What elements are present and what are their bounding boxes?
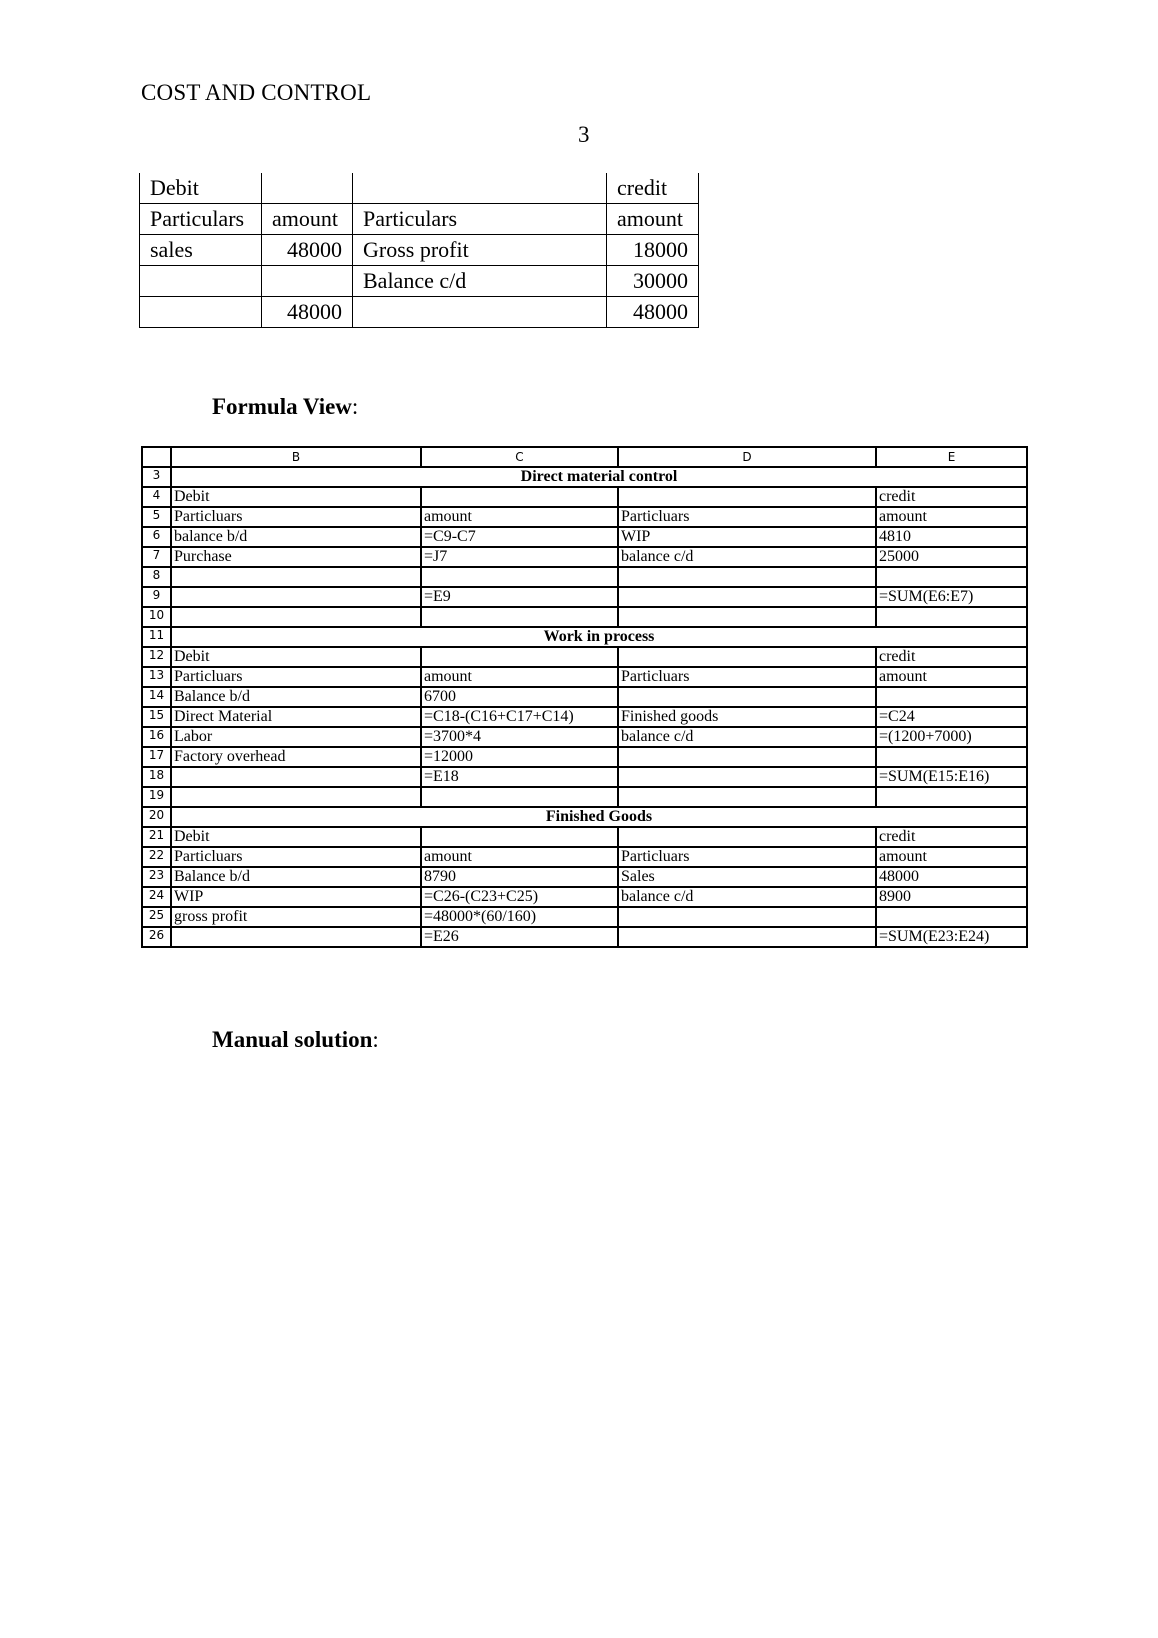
row-header: 12 [142,647,171,667]
sheet-row [142,887,1027,907]
sheet-cell: Particluars [618,667,876,687]
sheet-cell [876,747,1027,767]
row-header: 15 [142,707,171,727]
sheet-corner [142,447,171,467]
sheet-row [142,867,1027,887]
column-header: B [171,447,421,467]
section-title: Work in process [171,627,1027,647]
sheet-row [142,587,1027,607]
sheet-cell: =E26 [421,927,618,947]
sheet-row [142,787,1027,807]
sheet-row [142,687,1027,707]
sheet-cell: 6700 [421,687,618,707]
sheet-cell: Direct Material [171,707,421,727]
sheet-cell: =J7 [421,547,618,567]
sheet-row [142,707,1027,727]
sheet-cell [421,647,618,667]
ledger-cell: amount [607,204,699,235]
ledger-cell: Gross profit [353,235,607,266]
row-header: 11 [142,627,171,647]
sheet-cell [618,747,876,767]
ledger-cell: Balance c/d [353,266,607,297]
sheet-row [142,627,1027,647]
sheet-cell: 48000 [876,867,1027,887]
sheet-cell: Particluars [618,847,876,867]
row-header: 4 [142,487,171,507]
sheet-row [142,927,1027,947]
ledger-cell: sales [140,235,262,266]
sheet-cell [421,827,618,847]
sheet-cell: WIP [618,527,876,547]
sheet-cell: 8790 [421,867,618,887]
sheet-row [142,827,1027,847]
sheet-cell [618,567,876,587]
sheet-row [142,667,1027,687]
sheet-cell: =E18 [421,767,618,787]
sheet-cell: Finished goods [618,707,876,727]
row-header: 22 [142,847,171,867]
ledger-row [140,204,699,235]
row-header: 23 [142,867,171,887]
sheet-cell: Purchase [171,547,421,567]
sheet-row [142,607,1027,627]
row-header: 24 [142,887,171,907]
sheet-cell: balance c/d [618,887,876,907]
sheet-row [142,647,1027,667]
sheet-cell: credit [876,647,1027,667]
ledger-row [140,235,699,266]
sheet-cell [618,607,876,627]
ledger-cell: 18000 [607,235,699,266]
ledger-cell: Debit [140,173,262,204]
row-header: 21 [142,827,171,847]
sheet-cell: balance c/d [618,547,876,567]
sheet-cell [876,567,1027,587]
sheet-row [142,767,1027,787]
column-header: D [618,447,876,467]
sheet-cell: =3700*4 [421,727,618,747]
row-header: 7 [142,547,171,567]
sheet-cell [618,687,876,707]
sheet-cell [171,567,421,587]
sheet-row [142,907,1027,927]
sheet-cell: credit [876,827,1027,847]
sheet-cell [618,487,876,507]
ledger-cell: 48000 [262,297,353,328]
row-header: 13 [142,667,171,687]
sheet-cell [876,907,1027,927]
sheet-cell: Debit [171,487,421,507]
ledger-cell: 30000 [607,266,699,297]
column-header: E [876,447,1027,467]
sheet-cell: amount [876,847,1027,867]
sheet-cell: Debit [171,827,421,847]
sheet-cell [171,587,421,607]
sheet-cell: Particluars [618,507,876,527]
running-header: COST AND CONTROL [141,80,372,105]
sheet-cell [171,927,421,947]
sheet-cell [618,647,876,667]
manual-solution-heading: Manual solution: [212,1027,379,1052]
row-header: 26 [142,927,171,947]
sheet-cell [421,607,618,627]
sheet-cell: Balance b/d [171,867,421,887]
sheet-cell [171,607,421,627]
sheet-cell: =C9-C7 [421,527,618,547]
sheet-cell: 4810 [876,527,1027,547]
formula-view-heading: Formula View: [212,394,359,419]
sheet-cell: balance b/d [171,527,421,547]
section-title: Finished Goods [171,807,1027,827]
sheet-cell [876,687,1027,707]
ledger-row [140,297,699,328]
sheet-cell: =SUM(E23:E24) [876,927,1027,947]
sheet-cell: amount [876,507,1027,527]
row-header: 3 [142,467,171,487]
sheet-cell: gross profit [171,907,421,927]
ledger-cell [353,297,607,328]
sheet-cell [618,827,876,847]
sheet-cell: =SUM(E15:E16) [876,767,1027,787]
sheet-cell [876,607,1027,627]
sheet-cell [171,767,421,787]
row-header: 6 [142,527,171,547]
sheet-row [142,727,1027,747]
sheet-row [142,807,1027,827]
row-header: 20 [142,807,171,827]
row-header: 5 [142,507,171,527]
row-header: 17 [142,747,171,767]
row-header: 18 [142,767,171,787]
sheet-cell: Particluars [171,667,421,687]
sheet-cell: =SUM(E6:E7) [876,587,1027,607]
ledger-cell [140,266,262,297]
sheet-cell: Labor [171,727,421,747]
ledger-cell: amount [262,204,353,235]
sheet-cell: amount [421,847,618,867]
sheet-cell: Balance b/d [171,687,421,707]
page-number: 3 [578,122,590,147]
sheet-cell [876,787,1027,807]
sheet-row [142,527,1027,547]
sheet-cell: balance c/d [618,727,876,747]
column-header: C [421,447,618,467]
sheet-row [142,747,1027,767]
sheet-cell: =C24 [876,707,1027,727]
sheet-cell: amount [876,667,1027,687]
sheet-row [142,507,1027,527]
sheet-cell [421,487,618,507]
section-title: Direct material control [171,467,1027,487]
sheet-cell [421,787,618,807]
sheet-cell: 25000 [876,547,1027,567]
sheet-cell: Particluars [171,507,421,527]
ledger-cell: Particulars [353,204,607,235]
sheet-cell: Factory overhead [171,747,421,767]
ledger-cell: credit [607,173,699,204]
row-header: 9 [142,587,171,607]
sheet-row [142,487,1027,507]
ledger-cell [353,173,607,204]
ledger-cell: 48000 [607,297,699,328]
sheet-cell [618,787,876,807]
sheet-cell: Particluars [171,847,421,867]
ledger-cell: 48000 [262,235,353,266]
sheet-cell: credit [876,487,1027,507]
sheet-cell: 8900 [876,887,1027,907]
sheet-cell [171,787,421,807]
ledger-table [139,173,699,328]
sheet-cell: =C26-(C23+C25) [421,887,618,907]
row-header: 10 [142,607,171,627]
ledger-cell: Particulars [140,204,262,235]
sheet-row [142,567,1027,587]
sheet-cell: amount [421,667,618,687]
sheet-cell: =12000 [421,747,618,767]
sheet-row [142,847,1027,867]
sheet-cell: =E9 [421,587,618,607]
sheet-cell: WIP [171,887,421,907]
ledger-cell [262,266,353,297]
row-header: 16 [142,727,171,747]
sheet-cell: =48000*(60/160) [421,907,618,927]
sheet-row [142,547,1027,567]
sheet-cell [421,567,618,587]
sheet-cell: =(1200+7000) [876,727,1027,747]
row-header: 14 [142,687,171,707]
ledger-cell [262,173,353,204]
sheet-cell [618,907,876,927]
sheet-cell [618,767,876,787]
sheet-cell [618,587,876,607]
sheet-cell [618,927,876,947]
formula-spreadsheet [141,446,1028,948]
row-header: 25 [142,907,171,927]
row-header: 8 [142,567,171,587]
sheet-row [142,467,1027,487]
row-header: 19 [142,787,171,807]
sheet-cell: amount [421,507,618,527]
ledger-row [140,173,699,204]
sheet-cell: Sales [618,867,876,887]
sheet-cell: =C18-(C16+C17+C14) [421,707,618,727]
ledger-row [140,266,699,297]
sheet-cell: Debit [171,647,421,667]
ledger-cell [140,297,262,328]
column-header-row [142,447,1027,467]
